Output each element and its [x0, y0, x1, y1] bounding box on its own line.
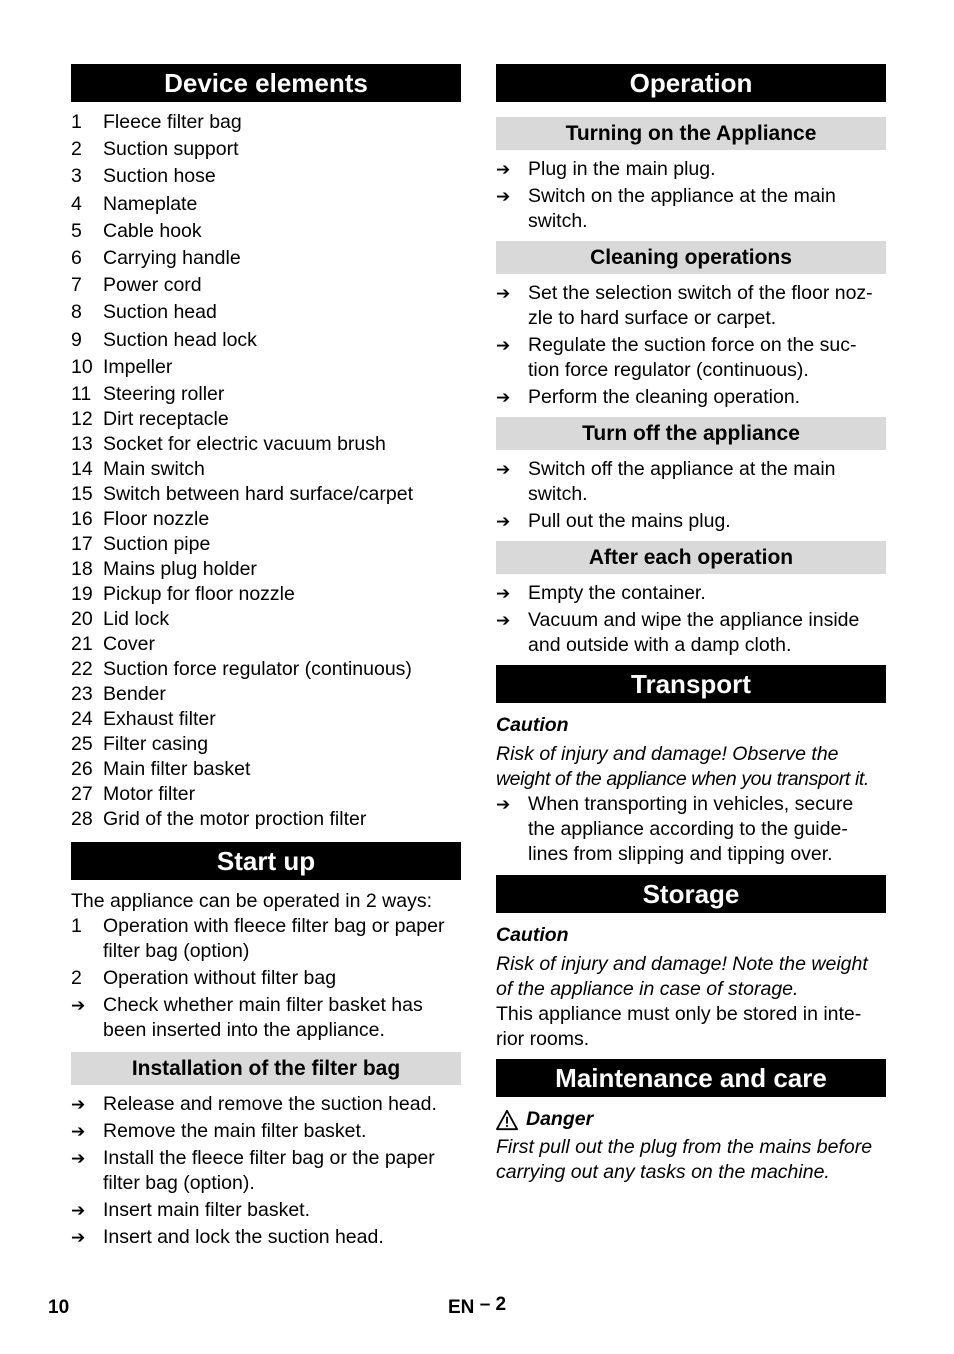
list-item [71, 757, 461, 782]
arrow-right-icon: ➔ [496, 187, 511, 206]
list-item [71, 582, 461, 607]
item-text: Switch between hard surface/carpet [103, 482, 414, 505]
list-item [496, 157, 886, 182]
list-item [71, 657, 461, 682]
item-text: Floor nozzle [103, 507, 210, 530]
heading-maintenance: Maintenance and care [496, 1059, 886, 1097]
item-text: Suction head lock [103, 328, 257, 351]
item-number: 9 [71, 328, 82, 351]
item-number: 20 [71, 607, 93, 630]
item-number: 22 [71, 657, 93, 680]
subheading-after-operation: After each operation [496, 541, 886, 574]
item-number: 2 [71, 966, 82, 989]
cleaning-steps [496, 281, 886, 410]
item-text: Mains plug holder [103, 557, 257, 580]
heading-storage: Storage [496, 875, 886, 913]
item-number: 17 [71, 532, 93, 555]
item-text: Main switch [103, 457, 205, 480]
warning-text: Risk of injury and damage! Observe the [496, 743, 839, 765]
list-item [71, 632, 461, 657]
item-text: and outside with a damp cloth. [528, 634, 792, 656]
arrow-right-icon: ➔ [71, 1121, 86, 1141]
installation-steps [71, 1092, 461, 1250]
item-number: 13 [71, 432, 93, 455]
item-text: Dirt receptacle [103, 407, 229, 430]
item-text: Nameplate [103, 192, 198, 215]
item-number: 21 [71, 632, 93, 655]
list-item [71, 1225, 461, 1250]
arrow-right-icon: ➔ [496, 460, 511, 479]
arrow-right-icon: ➔ [71, 1227, 86, 1247]
list-item [71, 328, 461, 353]
item-text: Operation with fleece filter bag or paper [103, 914, 445, 937]
item-text: Lid lock [103, 607, 170, 630]
right-column [496, 64, 886, 1185]
heading-device-elements: Device elements [71, 64, 461, 102]
item-text: Main filter basket [103, 757, 251, 780]
item-text: Perform the cleaning operation. [528, 386, 801, 408]
language-code: EN [448, 1297, 475, 1318]
list-item [71, 532, 461, 557]
list-item [71, 1198, 461, 1223]
list-item [71, 407, 461, 432]
item-number: 12 [71, 407, 93, 430]
list-item [71, 807, 461, 832]
subheading-turn-off: Turn off the appliance [496, 417, 886, 450]
item-number: 27 [71, 782, 93, 805]
start-up-section [71, 889, 461, 1043]
item-number: 5 [71, 219, 82, 242]
item-text: switch. [528, 210, 588, 232]
item-text: Remove the main filter basket. [103, 1119, 367, 1142]
list-item [496, 333, 886, 383]
list-item [71, 782, 461, 807]
storage-text: This appliance must only be stored in inte- [496, 1003, 862, 1025]
warning-triangle-icon [496, 1109, 518, 1131]
danger-text: carrying out any tasks on the machine. [496, 1161, 830, 1183]
item-number: 18 [71, 557, 93, 580]
list-item [71, 966, 461, 991]
arrow-right-icon: ➔ [71, 995, 86, 1015]
arrow-right-icon: ➔ [496, 584, 511, 603]
footer-lang [448, 1294, 507, 1319]
arrow-right-icon: ➔ [496, 512, 511, 531]
list-item [71, 137, 461, 162]
item-text: Suction head [103, 301, 217, 324]
item-number: 4 [71, 192, 82, 215]
item-text: Suction support [103, 138, 239, 161]
item-text: Regulate the suction force on the suc- [528, 334, 857, 356]
danger-label: Danger [526, 1108, 594, 1130]
item-text: Impeller [103, 355, 173, 378]
item-number: 7 [71, 274, 82, 297]
arrow-right-icon: ➔ [496, 611, 511, 630]
list-item [71, 1146, 461, 1196]
list-item [71, 993, 461, 1043]
device-elements-list [71, 110, 461, 832]
list-item [71, 355, 461, 380]
item-text: Bender [103, 682, 166, 705]
list-item [71, 1092, 461, 1117]
transport-section [496, 713, 886, 867]
arrow-right-icon: ➔ [496, 336, 511, 355]
warning-text: weight of the appliance when you transport it. [496, 768, 869, 790]
item-text: Suction force regulator (continuous) [103, 657, 412, 680]
list-item [71, 732, 461, 757]
list-item [71, 273, 461, 298]
list-item [496, 608, 886, 658]
turn-off-steps [496, 457, 886, 534]
list-item [496, 792, 886, 867]
item-text: Install the fleece filter bag or the paper [103, 1146, 435, 1169]
list-item [496, 457, 886, 507]
item-text: Motor filter [103, 782, 196, 805]
danger-text: First pull out the plug from the mains before [496, 1136, 873, 1158]
item-text: Socket for electric vacuum brush [103, 432, 386, 455]
subheading-cleaning: Cleaning operations [496, 241, 886, 274]
caution-label: Caution [496, 924, 569, 946]
list-item [71, 607, 461, 632]
item-text: Suction pipe [103, 532, 211, 555]
item-text: Vacuum and wipe the appliance inside [528, 609, 860, 631]
item-number: 14 [71, 457, 93, 480]
start-up-intro: The appliance can be operated in 2 ways: [71, 889, 432, 912]
list-item [71, 219, 461, 244]
arrow-right-icon: ➔ [496, 795, 511, 814]
heading-operation: Operation [496, 64, 886, 102]
list-item [71, 164, 461, 189]
arrow-right-icon: ➔ [71, 1148, 86, 1168]
list-item [496, 385, 886, 410]
item-number: 24 [71, 707, 93, 730]
item-text: switch. [528, 483, 588, 505]
arrow-right-icon: ➔ [496, 284, 511, 303]
list-item [71, 432, 461, 457]
item-number: 2 [71, 138, 82, 161]
item-number: 1 [71, 111, 82, 133]
item-text: tion force regulator (continuous). [528, 359, 809, 381]
item-number: 11 [71, 382, 92, 405]
item-text: Fleece filter bag [103, 111, 242, 133]
warning-text: Risk of injury and damage! Note the weight [496, 953, 868, 975]
item-text: Switch on the appliance at the main [528, 185, 836, 207]
arrow-right-icon: ➔ [496, 388, 511, 407]
warning-text: of the appliance in case of storage. [496, 978, 799, 1000]
list-item [71, 110, 461, 135]
list-item [71, 382, 461, 407]
item-text: Set the selection switch of the floor noz- [528, 282, 873, 304]
item-text: Insert main filter basket. [103, 1198, 310, 1221]
item-text: Cable hook [103, 219, 202, 242]
item-number: 8 [71, 301, 82, 324]
item-text: Steering roller [103, 382, 225, 405]
item-number: 10 [71, 355, 93, 378]
item-text: zle to hard surface or carpet. [528, 307, 777, 329]
subheading-installation: Installation of the filter bag [71, 1052, 461, 1085]
item-number: 6 [71, 246, 82, 269]
item-text: Grid of the motor proction filter [103, 807, 367, 830]
subheading-turning-on: Turning on the Appliance [496, 117, 886, 150]
heading-transport: Transport [496, 665, 886, 703]
storage-section [496, 923, 886, 1052]
item-text: Empty the container. [528, 582, 706, 604]
item-text: Insert and lock the suction head. [103, 1225, 384, 1248]
danger-row [496, 1107, 886, 1132]
item-number: 3 [71, 165, 82, 188]
item-text: lines from slipping and tipping over. [528, 843, 833, 865]
list-item [71, 1119, 461, 1144]
item-text: Cover [103, 632, 156, 655]
item-number: 25 [71, 732, 93, 755]
list-item [71, 246, 461, 271]
turning-on-steps [496, 157, 886, 234]
list-item [496, 281, 886, 331]
item-text: Plug in the main plug. [528, 158, 716, 180]
item-number: 23 [71, 682, 93, 705]
page-number: 10 [48, 1297, 70, 1318]
item-number: 16 [71, 507, 93, 530]
item-number: 26 [71, 757, 93, 780]
item-text: Check whether main filter basket has [103, 993, 423, 1016]
item-text: filter bag (option). [103, 1171, 255, 1194]
list-item [71, 557, 461, 582]
arrow-right-icon: ➔ [71, 1094, 86, 1114]
storage-text: rior rooms. [496, 1028, 590, 1050]
item-number: 1 [71, 914, 82, 937]
list-item [71, 192, 461, 217]
item-text: Pull out the mains plug. [528, 510, 731, 532]
item-text: the appliance according to the guide- [528, 818, 848, 840]
language-subpage: – 2 [479, 1294, 507, 1315]
item-number: 15 [71, 482, 93, 505]
list-item [71, 707, 461, 732]
item-text: Suction hose [103, 165, 216, 188]
maintenance-section [496, 1107, 886, 1185]
left-column [71, 64, 461, 1250]
item-text: Switch off the appliance at the main [528, 458, 836, 480]
after-operation-steps [496, 581, 886, 658]
list-item [71, 457, 461, 482]
list-item [496, 509, 886, 534]
item-text: Power cord [103, 274, 202, 297]
item-text: Exhaust filter [103, 707, 216, 730]
item-text: filter bag (option) [103, 939, 250, 962]
list-item [496, 581, 886, 606]
item-text: Filter casing [103, 732, 209, 755]
caution-label: Caution [496, 714, 569, 736]
item-number: 19 [71, 582, 93, 605]
list-item [71, 482, 461, 507]
item-number: 28 [71, 807, 93, 830]
list-item [71, 914, 461, 964]
item-text: been inserted into the appliance. [103, 1018, 385, 1041]
item-text: Operation without filter bag [103, 966, 337, 989]
arrow-right-icon: ➔ [496, 160, 511, 179]
list-item [496, 184, 886, 234]
item-text: Pickup for floor nozzle [103, 582, 295, 605]
arrow-right-icon: ➔ [71, 1200, 86, 1220]
list-item [71, 507, 461, 532]
item-text: Release and remove the suction head. [103, 1092, 437, 1115]
list-item [71, 682, 461, 707]
list-item [71, 300, 461, 325]
heading-start-up: Start up [71, 842, 461, 880]
item-text: When transporting in vehicles, secure [528, 793, 854, 815]
item-text: Carrying handle [103, 246, 241, 269]
